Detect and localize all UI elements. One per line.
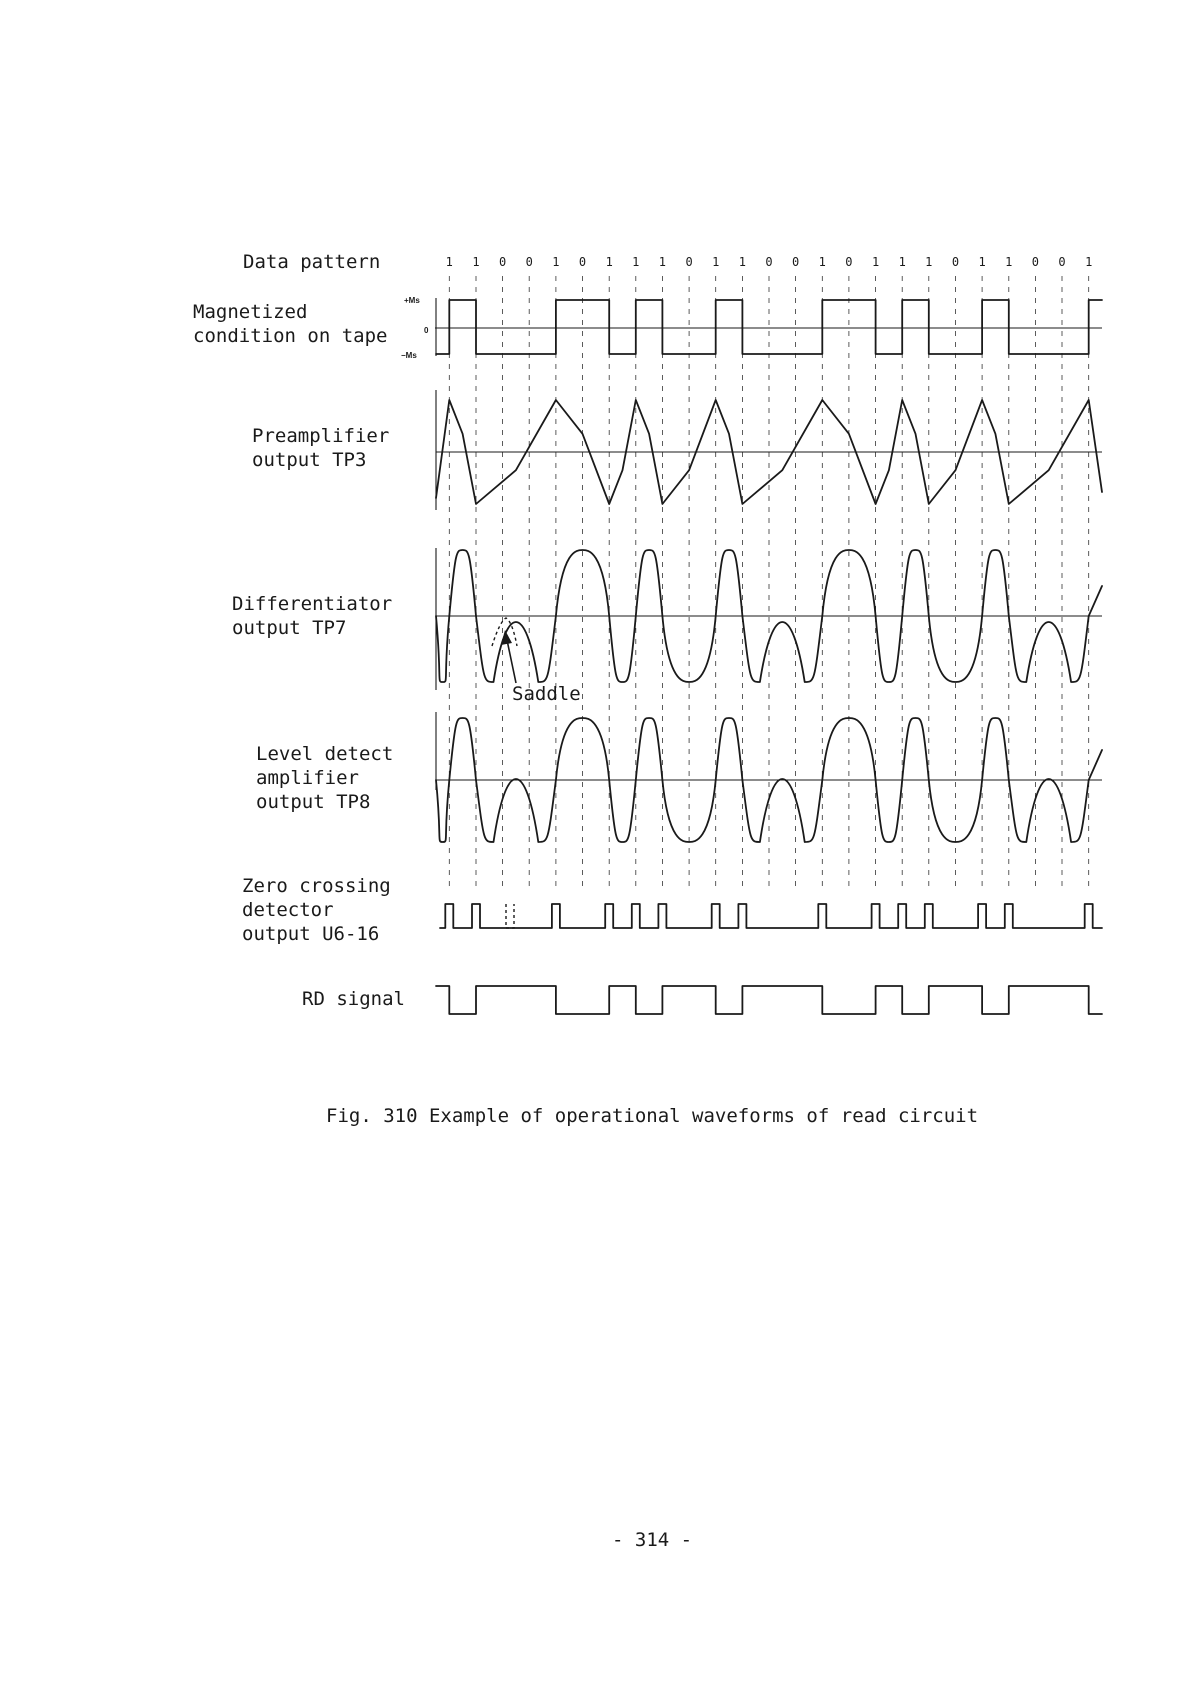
data-bit: 1 xyxy=(445,255,453,269)
data-bit: 0 xyxy=(498,255,507,269)
saddle-label: Saddle xyxy=(512,683,581,705)
label-level-detect-3: output TP8 xyxy=(256,791,371,813)
label-differentiator-2: output TP7 xyxy=(232,617,347,639)
data-bit: 0 xyxy=(1031,255,1040,269)
data-bit: 1 xyxy=(925,255,933,269)
data-bit: 0 xyxy=(525,255,533,269)
data-bit: 0 xyxy=(685,255,693,269)
axis-minus-ms: −Ms xyxy=(401,351,417,360)
saddle-arrow-line xyxy=(507,640,516,683)
label-zero-crossing: Zero crossing xyxy=(242,875,391,897)
label-magnetized: Magnetized xyxy=(193,301,308,323)
label-preamplifier-2: output TP3 xyxy=(252,449,367,471)
data-pattern-bits xyxy=(446,255,1093,269)
data-bit: 1 xyxy=(552,255,560,269)
data-bit: 1 xyxy=(1085,255,1093,269)
label-magnetized-2: condition on tape xyxy=(193,325,388,347)
label-data-pattern: Data pattern xyxy=(243,251,381,273)
axis-plus-ms: +Ms xyxy=(404,296,420,305)
data-bit: 1 xyxy=(632,255,640,269)
data-bit: 1 xyxy=(818,255,826,269)
data-bit: 0 xyxy=(951,255,960,269)
label-zero-crossing-3: output U6-16 xyxy=(242,923,380,945)
label-preamplifier: Preamplifier xyxy=(252,425,390,447)
label-rd-signal: RD signal xyxy=(302,988,405,1010)
page-number: - 314 - xyxy=(612,1529,693,1551)
data-bit: 1 xyxy=(1005,255,1013,269)
zero-crossing-missing-pulse xyxy=(506,904,514,928)
data-bit: 1 xyxy=(658,255,667,269)
label-level-detect: Level detect xyxy=(256,743,394,765)
figure-caption: Fig. 310 Example of operational waveforms of read circuit xyxy=(326,1105,979,1127)
rd-signal-waveform xyxy=(436,986,1102,1014)
data-bit: 0 xyxy=(791,255,800,269)
data-bit: 1 xyxy=(871,255,880,269)
data-bit: 1 xyxy=(712,255,720,269)
label-differentiator: Differentiator xyxy=(232,593,393,615)
data-bit: 0 xyxy=(578,255,587,269)
zero-crossing-waveform xyxy=(440,904,1102,928)
label-zero-crossing-2: detector xyxy=(242,899,334,921)
axis-zero: 0 xyxy=(424,326,429,335)
data-bit: 0 xyxy=(845,255,853,269)
data-bit: 1 xyxy=(472,255,480,269)
data-bit: 1 xyxy=(605,255,613,269)
data-bit: 1 xyxy=(898,255,906,269)
data-bit: 0 xyxy=(765,255,773,269)
label-level-detect-2: amplifier xyxy=(256,767,359,789)
data-bit: 1 xyxy=(978,255,986,269)
data-bit: 0 xyxy=(1058,255,1066,269)
data-bit: 1 xyxy=(738,255,747,269)
